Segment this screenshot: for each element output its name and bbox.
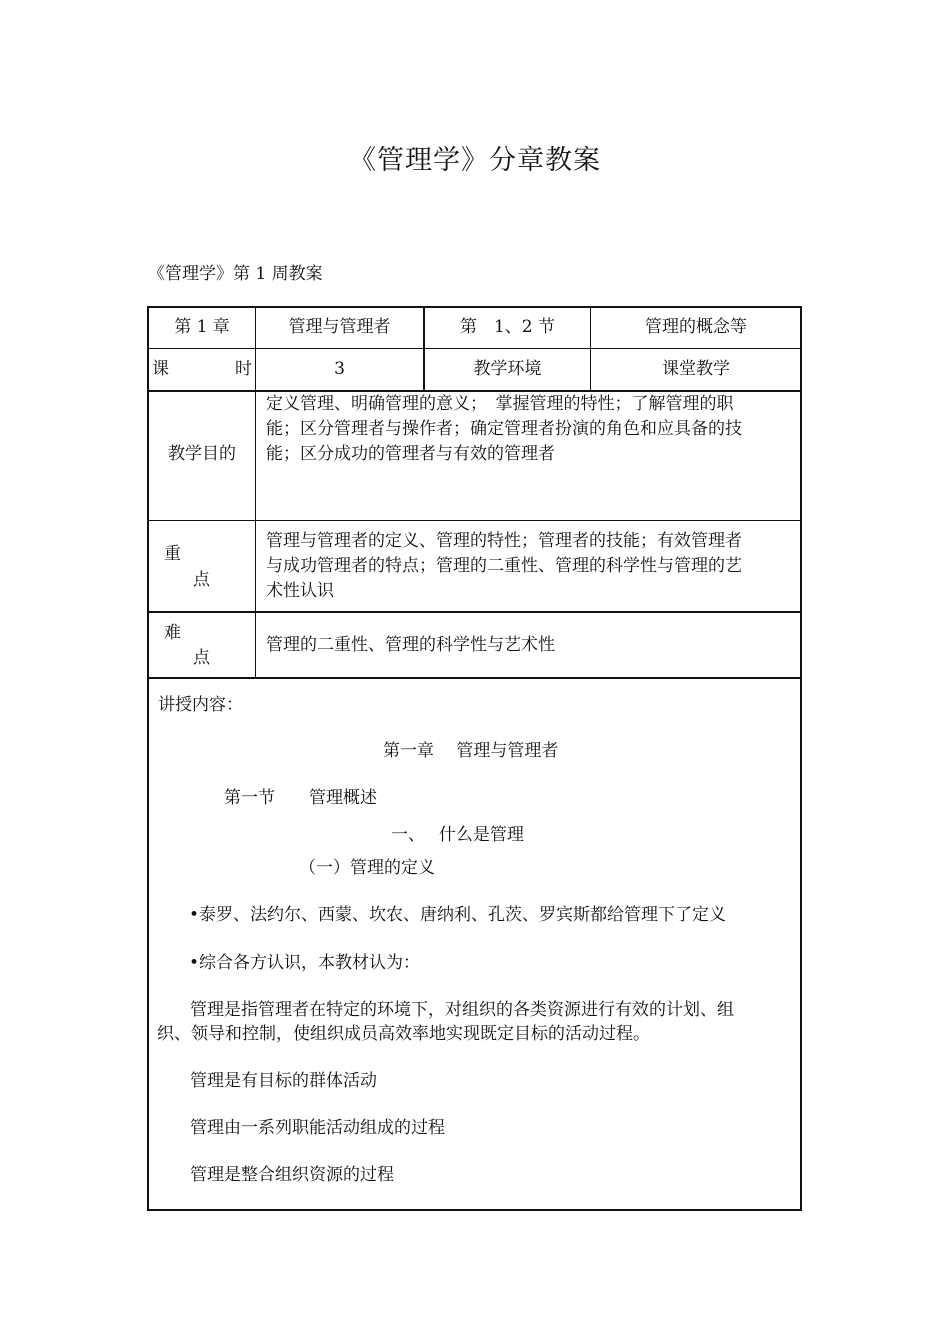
hours-label-part1: 课 <box>152 359 169 379</box>
row-divider <box>147 348 802 349</box>
environment-label: 教学环境 <box>473 359 542 379</box>
chapter-title: 管理与管理者 <box>288 317 391 337</box>
difficulties-label-part1: 难 <box>164 623 181 643</box>
objectives-line: 能；区分管理者与操作者；确定管理者扮演的角色和应具备的技 <box>266 419 742 439</box>
objectives-line: 定义管理、明确管理的意义； 掌握管理的特性；了解管理的职 <box>266 394 734 414</box>
chapter-heading: 第一章 管理与管理者 <box>383 741 559 761</box>
key-points-line: 管理与管理者的定义、管理的特性；管理者的技能；有效管理者 <box>266 531 742 551</box>
key-points-line: 术性认识 <box>266 581 334 601</box>
difficulties-label-part2: 点 <box>193 648 210 668</box>
sub-heading: （一）管理的定义 <box>299 858 435 878</box>
document-subtitle: 《管理学》第 1 周教案 <box>148 264 323 284</box>
objectives-label: 教学目的 <box>168 444 236 464</box>
row-divider <box>147 677 802 679</box>
difficulties-text: 管理的二重性、管理的科学性与艺术性 <box>266 635 555 655</box>
row-divider <box>147 520 802 521</box>
section-number: 第 1、2 节 <box>459 317 556 337</box>
part-heading: 一、 什么是管理 <box>391 825 524 845</box>
objectives-line: 能；区分成功的管理者与有效的管理者 <box>266 444 555 464</box>
section-heading: 第一节 管理概述 <box>224 788 377 808</box>
environment-value: 课堂教学 <box>662 359 730 379</box>
section-title: 管理的概念等 <box>645 317 747 337</box>
bullet-item: •综合各方认识，本教材认为： <box>189 953 421 973</box>
definition-line: 织、领导和控制，使组织成员高效率地实现既定目标的活动过程。 <box>157 1024 650 1044</box>
key-points-label-part2: 点 <box>193 570 210 590</box>
definition-point: 管理是有目标的群体活动 <box>190 1071 377 1091</box>
content-heading: 讲授内容： <box>158 695 243 715</box>
bullet-item: •泰罗、法约尔、西蒙、坎农、唐纳利、孔茨、罗宾斯都给管理下了定义 <box>189 905 727 925</box>
hours-value: 3 <box>334 359 345 379</box>
chapter-number: 第 1 章 <box>174 317 230 337</box>
definition-point: 管理是整合组织资源的过程 <box>190 1165 394 1185</box>
definition-point: 管理由一系列职能活动组成的过程 <box>190 1118 445 1138</box>
key-points-line: 与成功管理者的特点；管理的二重性、管理的科学性与管理的艺 <box>266 556 742 576</box>
definition-line: 管理是指管理者在特定的环境下，对组织的各类资源进行有效的计划、组 <box>190 1000 734 1020</box>
page-title: 《管理学》分章教案 <box>349 145 601 176</box>
hours-label-part2: 时 <box>235 359 252 379</box>
key-points-label-part1: 重 <box>164 544 181 564</box>
row-divider <box>147 611 802 613</box>
